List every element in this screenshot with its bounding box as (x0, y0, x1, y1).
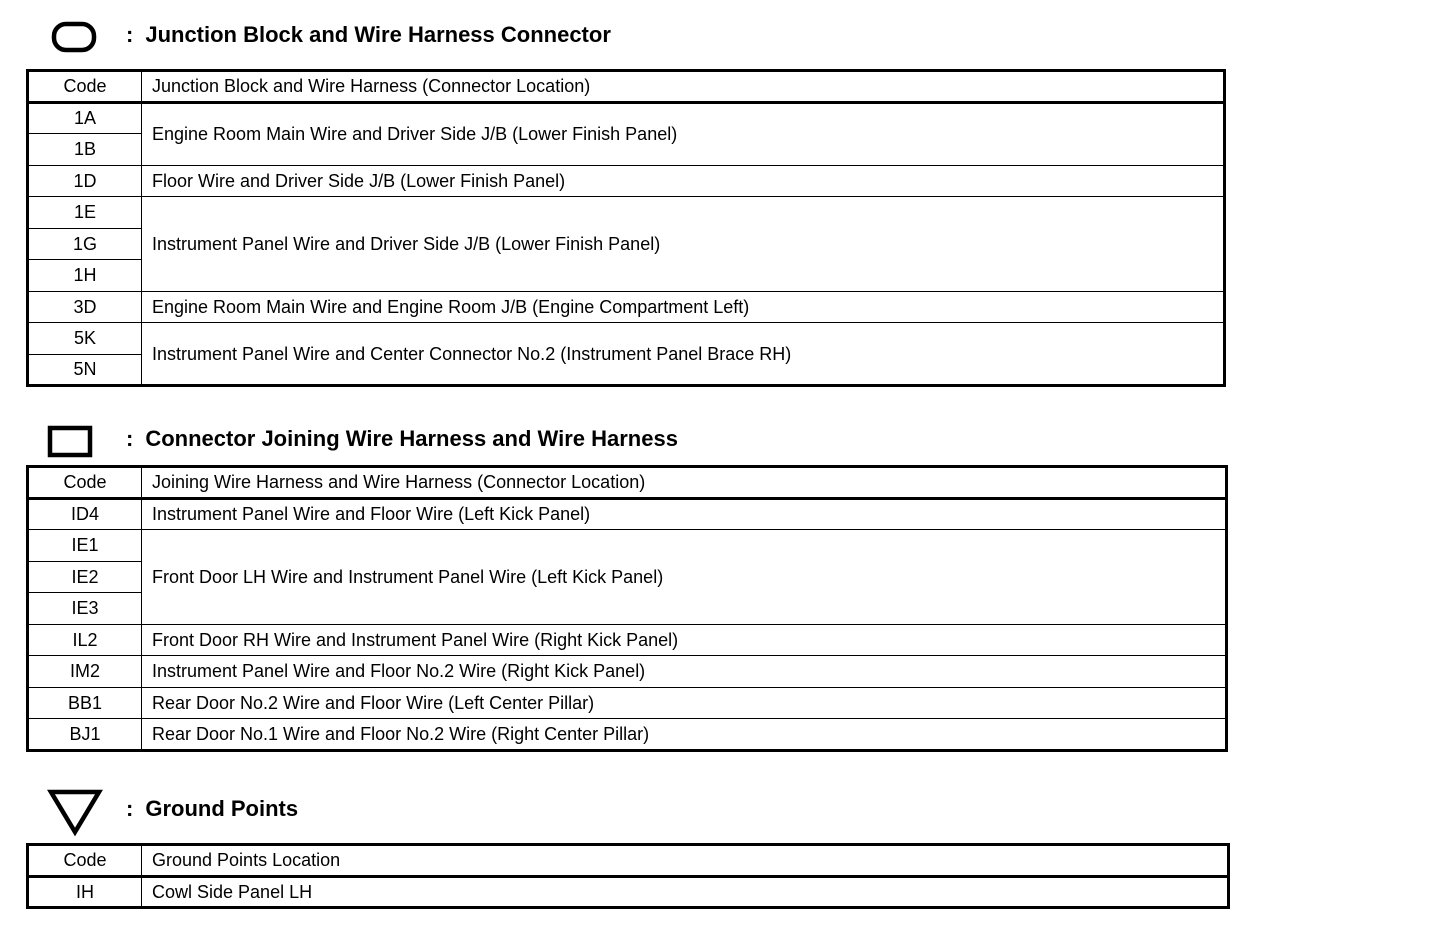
location-description-cell: Rear Door No.2 Wire and Floor Wire (Left Center Pillar) (142, 687, 1227, 719)
location-description-cell: Front Door RH Wire and Instrument Panel Wire (Right Kick Panel) (142, 624, 1227, 656)
code-cell: 1E (28, 197, 142, 229)
header-description: Junction Block and Wire Harness (Connector Location) (142, 71, 1225, 103)
code-cell: 1H (28, 260, 142, 292)
rounded-rectangle-symbol-icon (50, 20, 98, 54)
location-description-cell: Instrument Panel Wire and Floor Wire (Left Kick Panel) (142, 498, 1227, 530)
section-title-junction-block (126, 24, 611, 46)
table-row (28, 291, 1225, 323)
code-cell: IE1 (28, 530, 142, 562)
section-title-connector-joining (126, 428, 678, 450)
code-cell: 1A (28, 102, 142, 134)
table-row (28, 498, 1227, 530)
title-colon: : (126, 426, 134, 451)
table-row (28, 530, 1227, 562)
header-description: Joining Wire Harness and Wire Harness (Connector Location) (142, 467, 1227, 499)
connector-joining-table (26, 465, 1228, 752)
table-row (28, 323, 1225, 355)
table-row (28, 102, 1225, 134)
table-row (28, 165, 1225, 197)
table-header-row (28, 467, 1227, 499)
code-cell: IH (28, 876, 142, 908)
header-description: Ground Points Location (142, 845, 1229, 877)
code-cell: BB1 (28, 687, 142, 719)
code-cell: IE2 (28, 561, 142, 593)
location-description-cell: Engine Room Main Wire and Driver Side J/B (Lower Finish Panel) (142, 102, 1225, 165)
table-header-row (28, 71, 1225, 103)
header-code: Code (28, 467, 142, 499)
junction-block-table (26, 69, 1226, 387)
section-heading: Connector Joining Wire Harness and Wire Harness (145, 426, 678, 451)
table-row (28, 624, 1227, 656)
code-cell: 1G (28, 228, 142, 260)
code-cell: BJ1 (28, 719, 142, 751)
code-cell: 5K (28, 323, 142, 355)
code-cell: IE3 (28, 593, 142, 625)
title-colon: : (126, 22, 134, 47)
ground-triangle-symbol-icon (47, 788, 103, 838)
location-description-cell: Engine Room Main Wire and Engine Room J/B (Engine Compartment Left) (142, 291, 1225, 323)
code-cell: IM2 (28, 656, 142, 688)
code-cell: IL2 (28, 624, 142, 656)
location-description-cell: Instrument Panel Wire and Floor No.2 Wire (Right Kick Panel) (142, 656, 1227, 688)
table-row (28, 687, 1227, 719)
table-row (28, 876, 1229, 908)
location-description-cell: Instrument Panel Wire and Center Connector No.2 (Instrument Panel Brace RH) (142, 323, 1225, 386)
table-row (28, 719, 1227, 751)
code-cell: 1B (28, 134, 142, 166)
table-row (28, 656, 1227, 688)
rectangle-symbol-icon (46, 424, 94, 460)
title-colon: : (126, 796, 134, 821)
location-description-cell: Front Door LH Wire and Instrument Panel Wire (Left Kick Panel) (142, 530, 1227, 625)
location-description-cell: Instrument Panel Wire and Driver Side J/B (Lower Finish Panel) (142, 197, 1225, 292)
location-description-cell: Floor Wire and Driver Side J/B (Lower Finish Panel) (142, 165, 1225, 197)
location-description-cell: Rear Door No.1 Wire and Floor No.2 Wire (Right Center Pillar) (142, 719, 1227, 751)
section-title-ground-points (126, 798, 298, 820)
header-code: Code (28, 71, 142, 103)
table-header-row (28, 845, 1229, 877)
code-cell: 1D (28, 165, 142, 197)
code-cell: ID4 (28, 498, 142, 530)
header-code: Code (28, 845, 142, 877)
section-heading: Junction Block and Wire Harness Connector (145, 22, 611, 47)
location-description-cell: Cowl Side Panel LH (142, 876, 1229, 908)
table-row (28, 197, 1225, 229)
ground-points-table (26, 843, 1230, 909)
section-heading: Ground Points (145, 796, 299, 821)
code-cell: 5N (28, 354, 142, 386)
code-cell: 3D (28, 291, 142, 323)
